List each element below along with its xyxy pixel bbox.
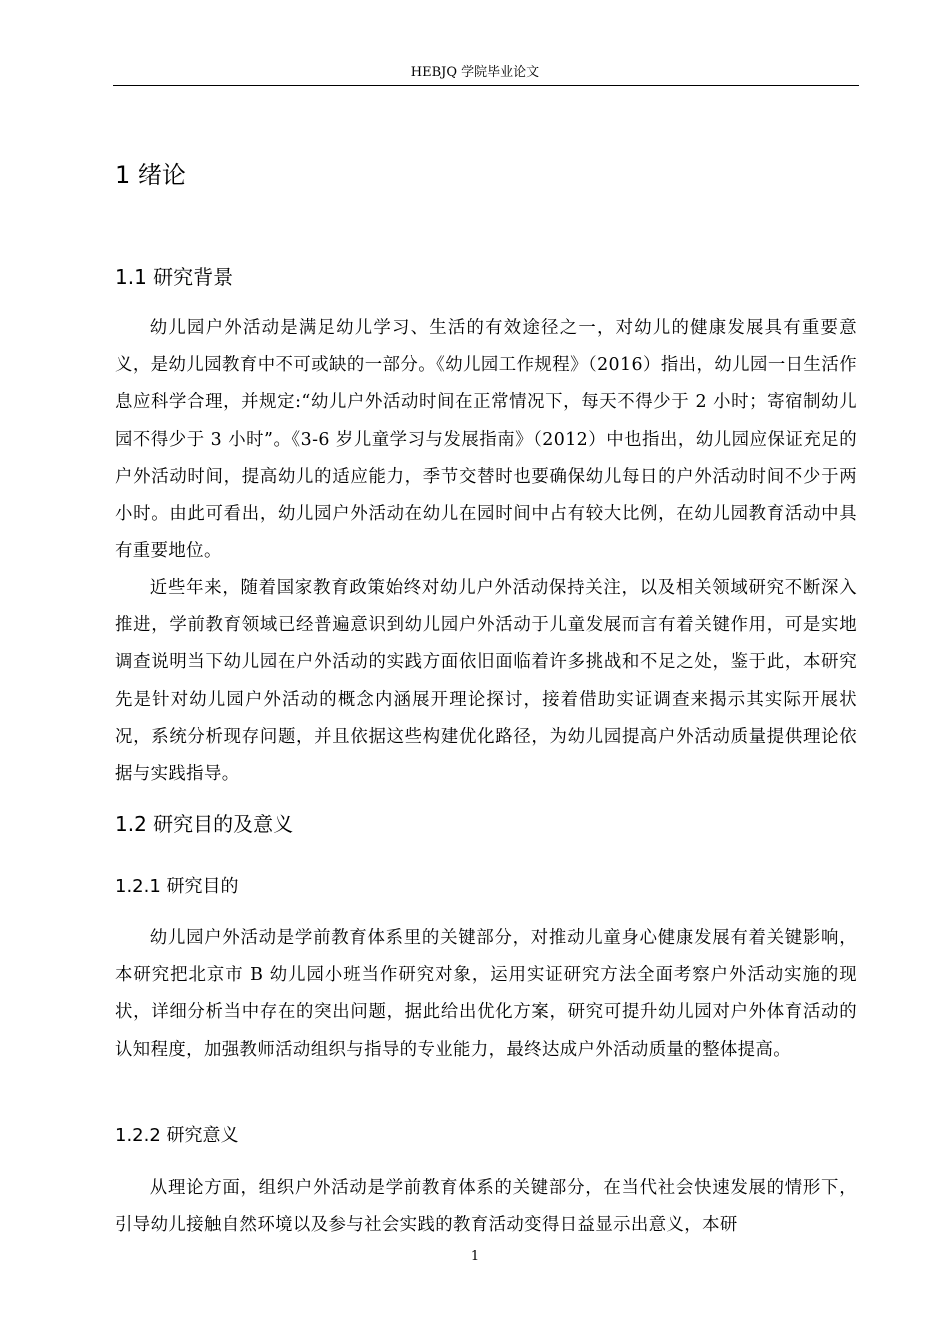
page-number: 1 bbox=[470, 1249, 480, 1264]
subsection-heading-1-2-2: 1.2.2 研究意义 bbox=[115, 1125, 239, 1146]
paragraph-background-2: 近些年来，随着国家教育政策始终对幼儿户外活动保持关注，以及相关领域研究不断深入推进，学前教育领域已经普遍意识到幼儿园户外活动于儿童发展而言有着关键作用，可是实地调查说明当下幼儿园在户外活动的实践方面依旧面临着许多挑战和不足之处，鉴于此，本研究先是针对幼儿园户外活动的概念内涵展开理论探讨，接着借助实证调查来揭示其实际开展状况，系统分析现存问题，并且依据这些构建优化路径，为幼儿园提高户外活动质量提供理论依据与实践指导。 bbox=[115, 578, 857, 785]
subsection-heading-1-2-1: 1.2.1 研究目的 bbox=[115, 876, 239, 897]
paragraph-background-1: 幼儿园户外活动是满足幼儿学习、生活的有效途径之一，对幼儿的健康发展具有重要意义，是幼儿园教育中不可或缺的一部分。《幼儿园工作规程》（2016）指出，幼儿园一日生活作息应科学合理，并规定:“幼儿户外活动时间在正常情况下，每天不得少于 2 小时；寄宿制幼儿园不得少于 3 小时”。《3-6 岁儿童学习与发展指南》（2012）中也指出，幼儿园应保证充足的户外活动时间，提高幼儿的适应能力，季节交替时也要确保幼儿每日的户外活动时间不少于两小时。由此可看出，幼儿园户外活动在幼儿在园时间中占有较大比例，在幼儿园教育活动中具有重要地位。 bbox=[115, 318, 857, 562]
running-header: HEBJQ 学院毕业论文 bbox=[410, 65, 540, 80]
header-divider bbox=[113, 85, 859, 86]
paragraph-significance: 从理论方面，组织户外活动是学前教育体系的关键部分，在当代社会快速发展的情形下，引导幼儿接触自然环境以及参与社会实践的教育活动变得日益显示出意义，本研 bbox=[115, 1178, 857, 1236]
paragraph-purpose: 幼儿园户外活动是学前教育体系里的关键部分，对推动儿童身心健康发展有着关键影响，本研究把北京市 B 幼儿园小班当作研究对象，运用实证研究方法全面考察户外活动实施的现状，详细分析当中存在的突出问题，据此给出优化方案，研究可提升幼儿园对户外体育活动的认知程度，加强教师活动组织与指导的专业能力，最终达成户外活动质量的整体提高。 bbox=[115, 928, 857, 1060]
section-heading-1-2: 1.2 研究目的及意义 bbox=[115, 812, 294, 836]
chapter-title: 1 绪论 bbox=[115, 161, 186, 189]
section-heading-1-1: 1.1 研究背景 bbox=[115, 265, 234, 289]
